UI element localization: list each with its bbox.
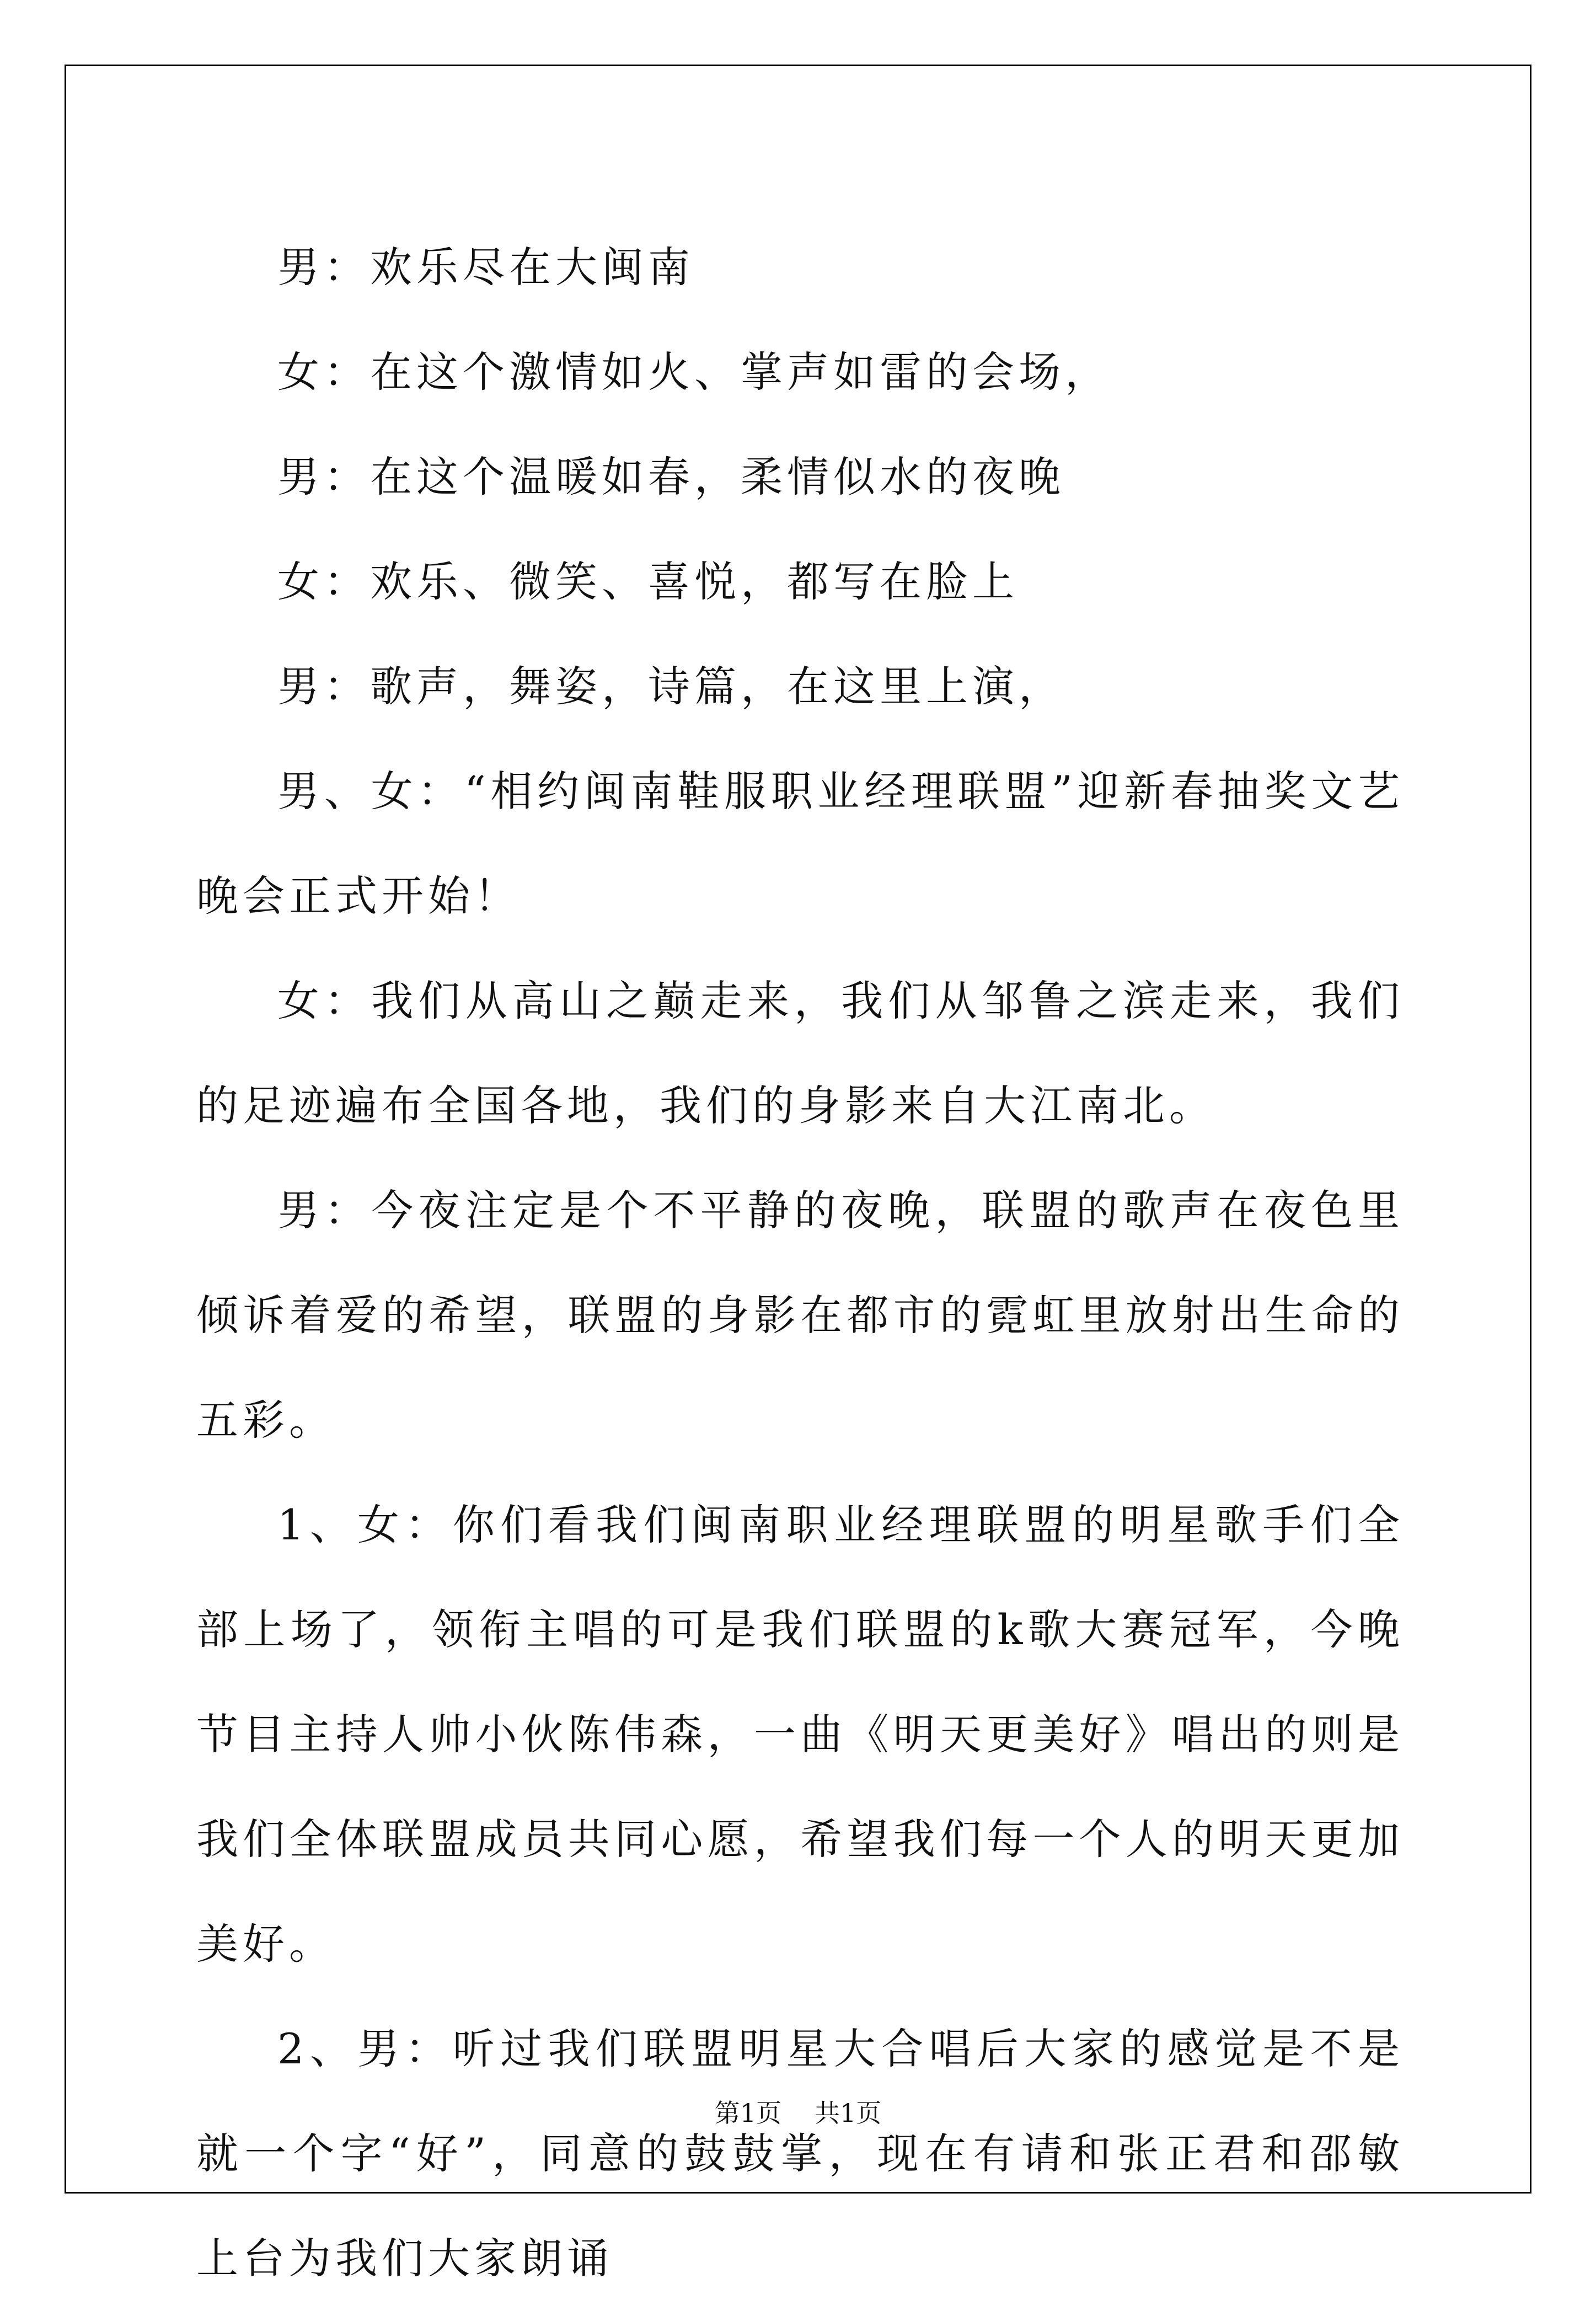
paragraph: 1、女：你们看我们闽南职业经理联盟的明星歌手们全部上场了，领衔主唱的可是我们联盟的k歌大赛冠军，今晚节目主持人帅小伙陈伟森，一曲《明天更美好》唱出的则是我们全体联盟成员共同心愿，希望我们每一个人的明天更加美好。 bbox=[196, 1500, 1404, 1968]
paragraph: 男、女：“相约闽南鞋服职业经理联盟”迎新春抽奖文艺晚会正式开始！ bbox=[196, 767, 1404, 921]
paragraph: 男：欢乐尽在大闽南 bbox=[277, 243, 694, 292]
paragraph: 男：歌声，舞姿，诗篇，在这里上演， bbox=[277, 662, 1065, 711]
page-total: 共1页 bbox=[815, 2098, 882, 2128]
paragraph: 女：在这个激情如火、掌声如雷的会场， bbox=[277, 347, 1111, 397]
document-body bbox=[196, 215, 1404, 2311]
page-number: 第1页 bbox=[714, 2098, 781, 2128]
page-footer bbox=[0, 2093, 1596, 2130]
paragraph: 男：在这个温暖如春，柔情似水的夜晚 bbox=[277, 452, 1065, 501]
paragraph: 女：我们从高山之巅走来，我们从邹鲁之滨走来，我们的足迹遍布全国各地，我们的身影来自大江南北。 bbox=[196, 976, 1404, 1130]
paragraph: 2、男：听过我们联盟明星大合唱后大家的感觉是不是就一个字“好”，同意的鼓鼓掌，现在有请和张正君和邵敏上台为我们大家朗诵 bbox=[196, 2024, 1404, 2283]
paragraph: 女：欢乐、微笑、喜悦，都写在脸上 bbox=[277, 557, 1019, 606]
paragraph: 男：今夜注定是个不平静的夜晚，联盟的歌声在夜色里倾诉着爱的希望，联盟的身影在都市的霓虹里放射出生命的五彩。 bbox=[196, 1186, 1404, 1445]
